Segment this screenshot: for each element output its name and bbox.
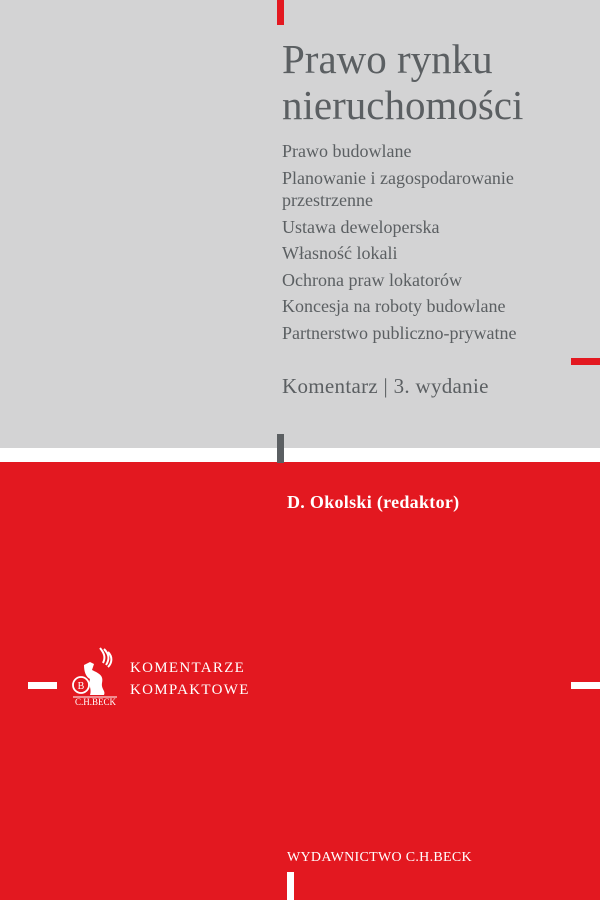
book-title xyxy=(282,36,523,128)
bottom-white-mark xyxy=(287,872,294,900)
right-red-mark xyxy=(571,358,600,365)
topic-item: Partnerstwo publiczno-prywatne xyxy=(282,322,517,343)
white-band xyxy=(0,448,600,462)
chbeck-logo xyxy=(70,645,120,707)
series-line: KOMPAKTOWE xyxy=(130,682,250,698)
topic-item: przestrzenne xyxy=(282,190,373,210)
right-white-mark xyxy=(571,682,600,689)
series-name xyxy=(130,657,250,701)
series-line: KOMENTARZE xyxy=(130,660,246,676)
svg-text:B: B xyxy=(77,681,85,692)
edition-label: Komentarz | 3. wydanie xyxy=(282,374,489,398)
topic-item: Ustawa deweloperska xyxy=(282,216,440,237)
topic-item: Planowanie i zagospodarowanie xyxy=(282,167,514,188)
left-white-mark xyxy=(28,682,57,689)
topics-list xyxy=(282,138,516,346)
author: D. Okolski (redaktor) xyxy=(287,492,460,512)
topic-item: Prawo budowlane xyxy=(282,141,412,161)
logo-text: C.H.BECK xyxy=(75,697,117,707)
topic-item: Ochrona praw lokatorów xyxy=(282,269,462,290)
title-line: Prawo rynku xyxy=(282,36,493,82)
center-gray-mark xyxy=(277,434,284,463)
title-line: nieruchomości xyxy=(282,82,524,128)
publisher: WYDAWNICTWO C.H.BECK xyxy=(287,850,472,865)
topic-item: Własność lokali xyxy=(282,243,398,263)
top-red-mark xyxy=(277,0,284,25)
topic-item: Koncesja na roboty budowlane xyxy=(282,296,506,316)
